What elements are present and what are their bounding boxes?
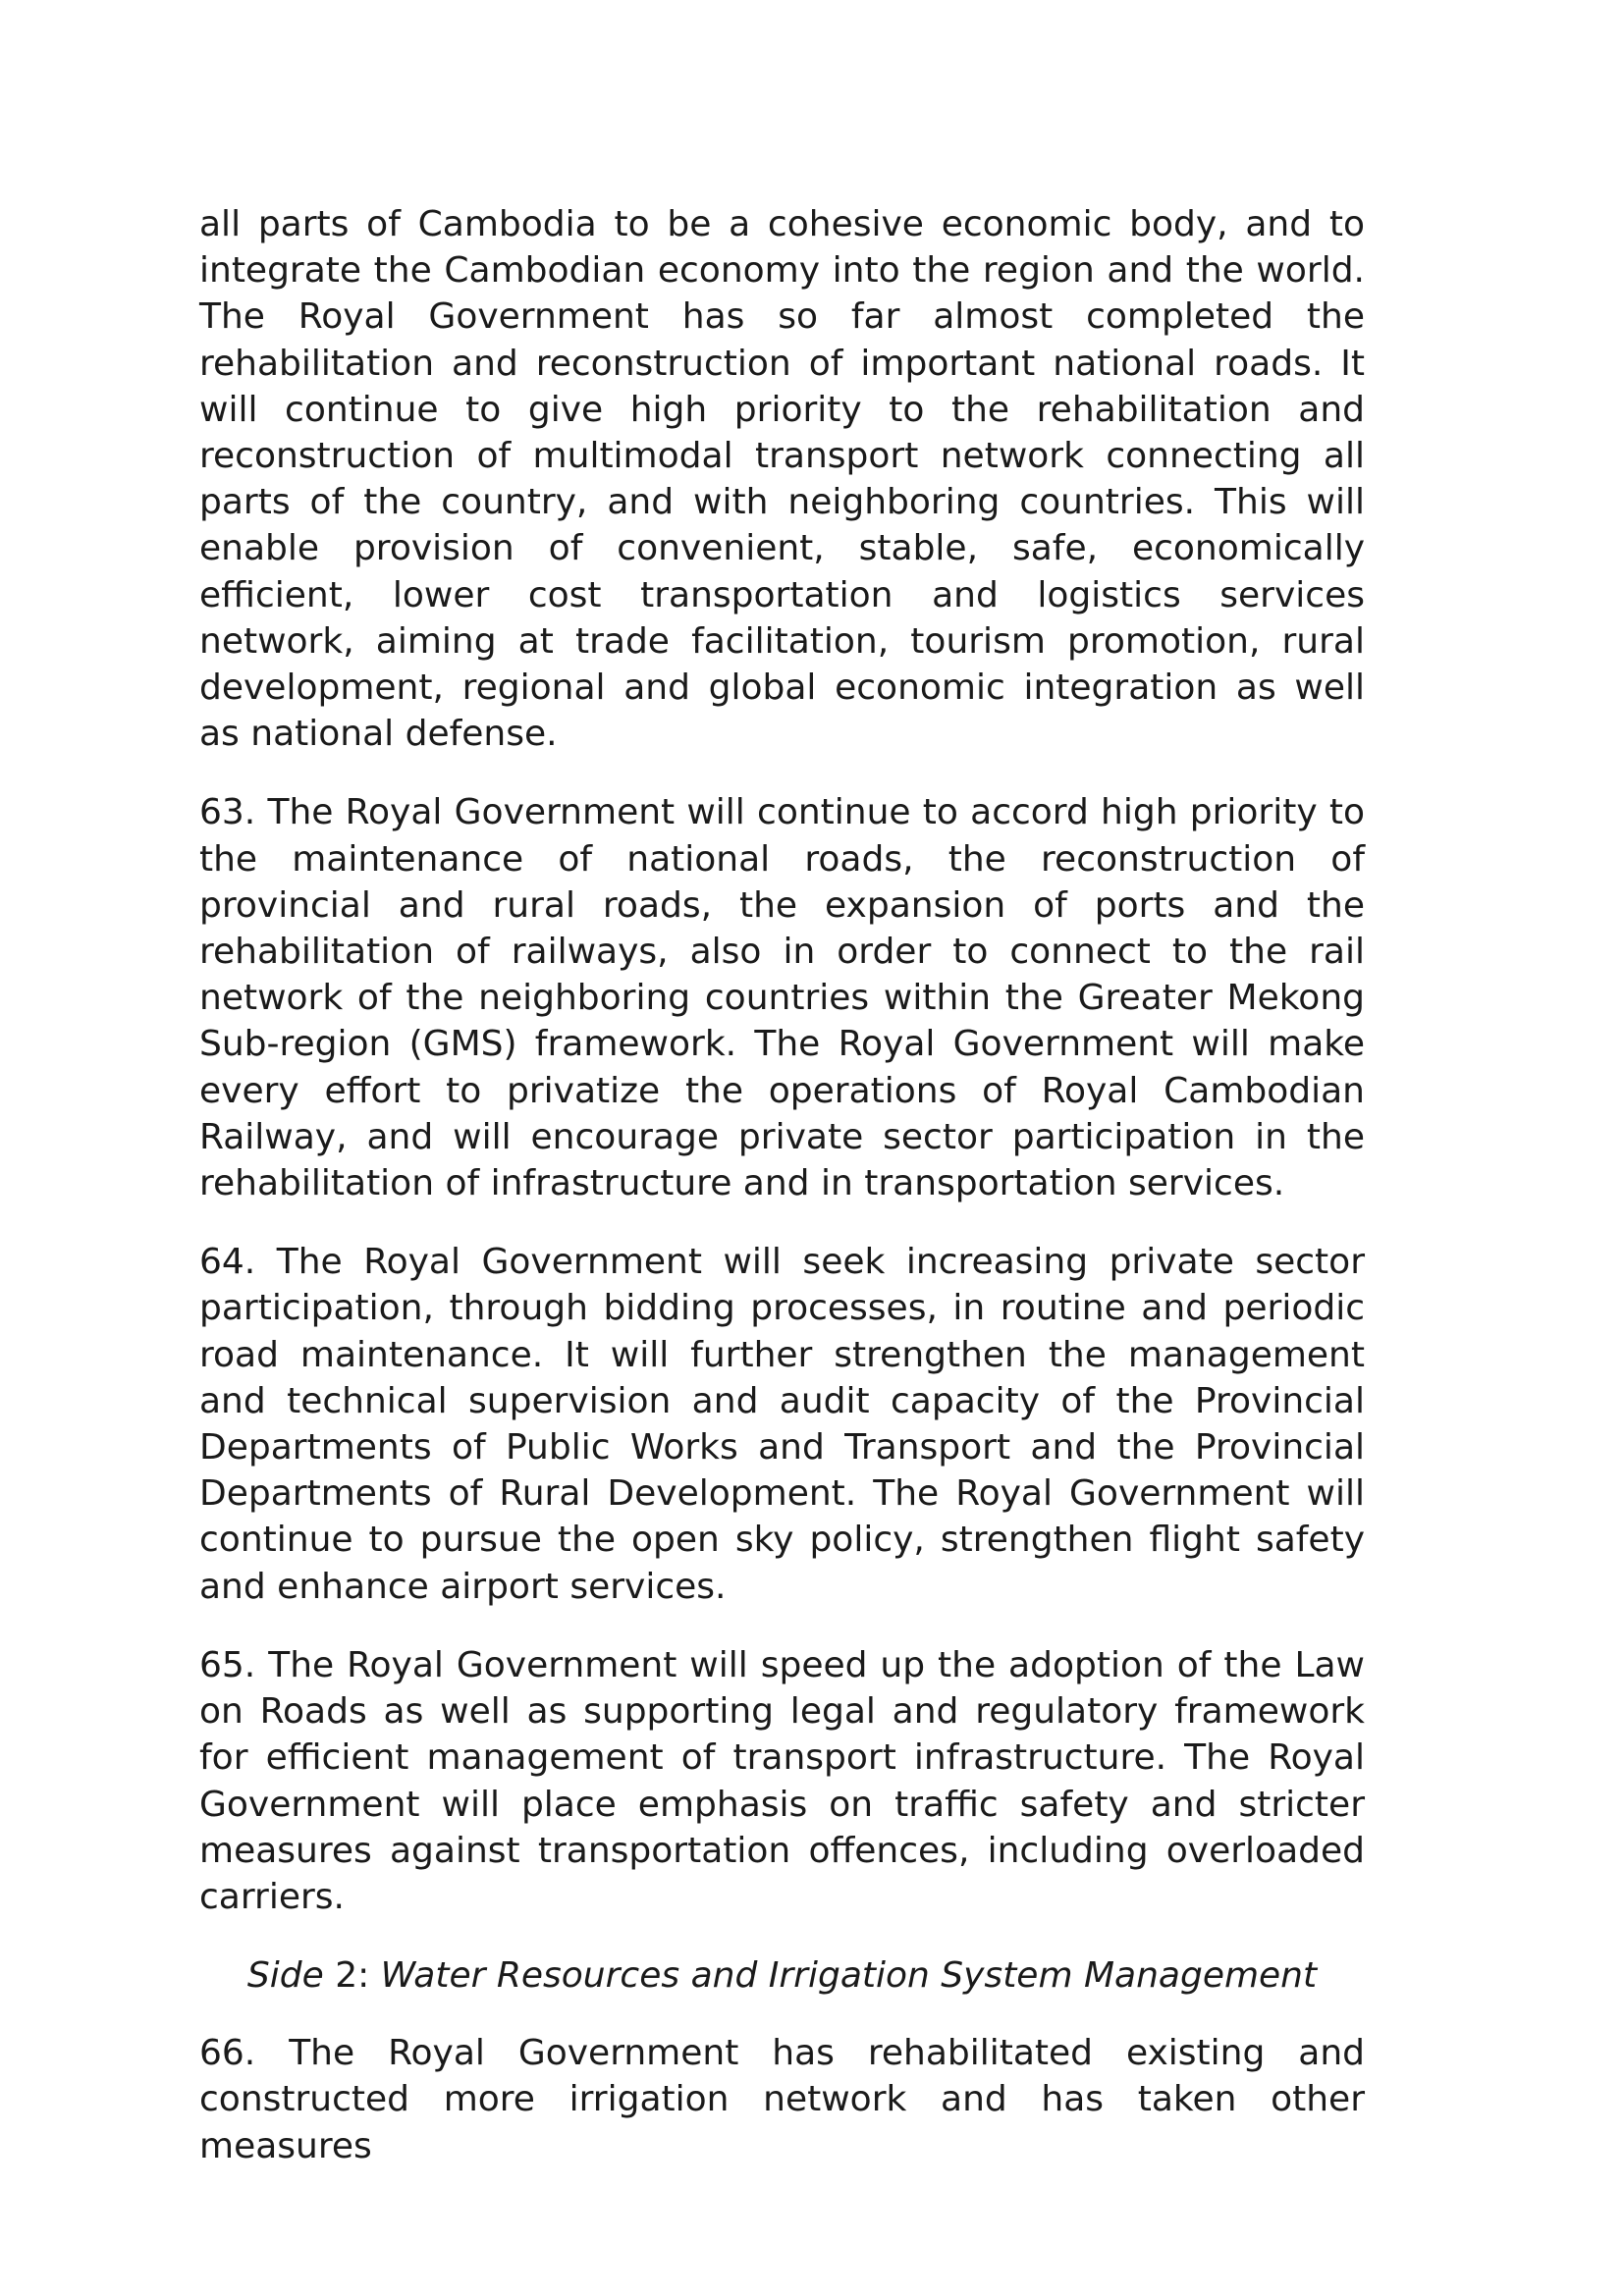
paragraph-65: 65. The Royal Government will speed up the adoption of the Law on Roads as well as supporting legal and regulatory framework for efficient management of transport infrastructure. The Royal Government will place emphasis on traffic safety and stricter measures against transportation offences, including overloaded carriers. xyxy=(199,1644,1365,1917)
section-heading-title: Water Resources and Irrigation System Management xyxy=(380,1955,1318,1997)
paragraph-64: 64. The Royal Government will seek increasing private sector participation, through bidding processes, in routine and periodic road maintenance. It will further strengthen the management and technical supervision and audit capacity of the Provincial Departments of Public Works and Transport and the Provincial Departments of Rural Development. The Royal Government will continue to pursue the open sky policy, strengthen flight safety and enhance airport services. xyxy=(199,1242,1365,1607)
section-heading xyxy=(199,1952,1365,1999)
section-heading-prefix: Side xyxy=(246,1955,324,1997)
document-page xyxy=(199,201,1365,2202)
paragraph-continued: all parts of Cambodia to be a cohesive economic body, and to integrate the Cambodian economy into the region and the world. The Royal Government has so far almost completed the rehabilitation and reconstruction of important national roads. It will continue to give high priority to the rehabilitation and reconstruction of multimodal transport network connecting all parts of the country, and with neighboring countries. This will enable provision of convenient, stable, safe, economically efficient, lower cost transportation and logistics services network, aiming at trade facilitation, tourism promotion, rural development, regional and global economic integration as well as national defense. xyxy=(199,204,1365,755)
paragraph-66: 66. The Royal Government has rehabilitated existing and constructed more irrigation network and has taken other measures xyxy=(199,2033,1365,2166)
paragraph-63: 63. The Royal Government will continue to accord high priority to the maintenance of national roads, the reconstruction of provincial and rural roads, the expansion of ports and the rehabilitation of railways, also in order to connect to the rail network of the neighboring countries within the Greater Mekong Sub-region (GMS) framework. The Royal Government will make every effort to privatize the operations of Royal Cambodian Railway, and will encourage private sector participation in the rehabilitation of infrastructure and in transportation services. xyxy=(199,792,1365,1204)
section-heading-number: 2: xyxy=(323,1955,381,1997)
